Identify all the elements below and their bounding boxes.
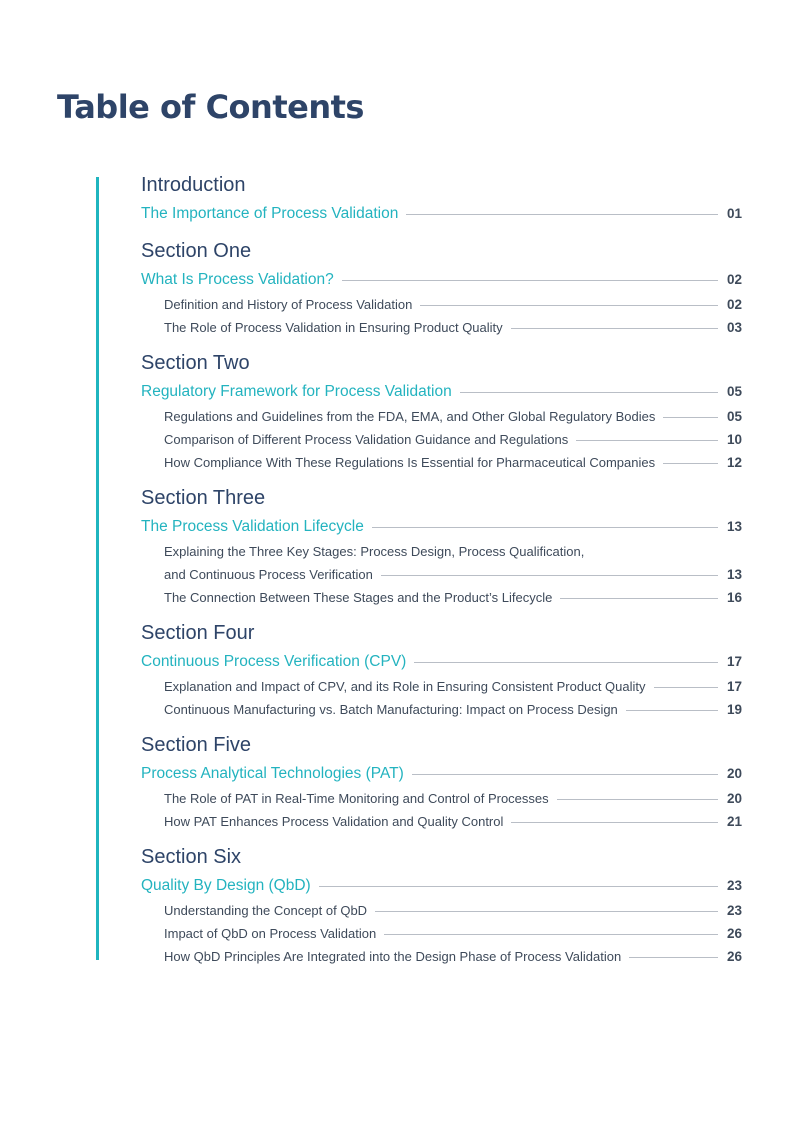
- toc-subentry-label: How PAT Enhances Process Validation and Quality Control: [164, 814, 504, 829]
- dot-leader: [629, 957, 718, 958]
- toc-subentry-label: Explaining the Three Key Stages: Process Design, Process Qualification,: [164, 544, 585, 559]
- toc-section-five: [141, 730, 742, 833]
- toc-section-six: [141, 842, 742, 968]
- page-number: 16: [726, 590, 742, 605]
- toc-entry-label: Process Analytical Technologies (PAT): [141, 765, 404, 782]
- toc-subentry-label: Understanding the Concept of QbD: [164, 903, 368, 918]
- toc-subentry-label: Comparison of Different Process Validation Guidance and Regulations: [164, 432, 569, 447]
- page-number: 05: [726, 384, 742, 399]
- toc-subentry[interactable]: [141, 451, 742, 474]
- page-number: 13: [726, 519, 742, 534]
- toc-subentry[interactable]: [141, 428, 742, 451]
- toc-subentry[interactable]: [141, 405, 742, 428]
- dot-leader: [375, 911, 718, 912]
- section-heading: Section Six: [141, 846, 242, 868]
- dot-leader: [342, 280, 718, 281]
- page-number: 03: [726, 320, 742, 335]
- page-number: 21: [726, 814, 742, 829]
- dot-leader: [372, 527, 718, 528]
- toc-subentry[interactable]: [141, 922, 742, 945]
- toc-subentry[interactable]: [141, 945, 742, 968]
- dot-leader: [381, 575, 718, 576]
- toc-entry[interactable]: [141, 379, 742, 405]
- toc-entry[interactable]: [141, 761, 742, 787]
- toc-subentry-line1[interactable]: [141, 540, 742, 563]
- toc-subentry[interactable]: [141, 316, 742, 339]
- toc-subentry[interactable]: [141, 675, 742, 698]
- toc-entry-label: The Process Validation Lifecycle: [141, 518, 364, 535]
- toc-subentry-label: Impact of QbD on Process Validation: [164, 926, 377, 941]
- toc-subentry-label: and Continuous Process Verification: [164, 567, 373, 582]
- toc-entry[interactable]: [141, 267, 742, 293]
- dot-leader: [663, 463, 718, 464]
- section-heading: Section Five: [141, 734, 252, 756]
- dot-leader: [654, 687, 718, 688]
- toc-subentry-label: Definition and History of Process Validation: [164, 297, 413, 312]
- toc-subentry-label: Continuous Manufacturing vs. Batch Manufacturing: Impact on Process Design: [164, 702, 618, 717]
- page-number: 19: [726, 702, 742, 717]
- toc-entry-label: Regulatory Framework for Process Validation: [141, 383, 452, 400]
- page-number: 23: [726, 903, 742, 918]
- dot-leader: [412, 774, 718, 775]
- toc-subentry-label: Regulations and Guidelines from the FDA, EMA, and Other Global Regulatory Bodies: [164, 409, 656, 424]
- toc-entry[interactable]: [141, 873, 742, 899]
- toc-section-three: [141, 483, 742, 609]
- toc-subentry[interactable]: [141, 810, 742, 833]
- toc-subentry-label: The Role of PAT in Real-Time Monitoring and Control of Processes: [164, 791, 549, 806]
- accent-bar: [96, 177, 99, 960]
- toc-section-four: [141, 618, 742, 721]
- dot-leader: [420, 305, 718, 306]
- dot-leader: [460, 392, 718, 393]
- toc-entry[interactable]: [141, 514, 742, 540]
- toc-subentry-label: How QbD Principles Are Integrated into the Design Phase of Process Validation: [164, 949, 622, 964]
- page-number: 17: [726, 654, 742, 669]
- section-heading: Section One: [141, 240, 252, 262]
- toc-section-two: [141, 348, 742, 474]
- dot-leader: [576, 440, 718, 441]
- dot-leader: [511, 822, 718, 823]
- page-number: 26: [726, 926, 742, 941]
- toc-subentry-label: Explanation and Impact of CPV, and its Role in Ensuring Consistent Product Quality: [164, 679, 646, 694]
- toc-entry-label: The Importance of Process Validation: [141, 205, 399, 222]
- toc-subentry-label: The Connection Between These Stages and the Product’s Lifecycle: [164, 590, 553, 605]
- toc-subentry[interactable]: [141, 899, 742, 922]
- toc-entry[interactable]: [141, 201, 742, 227]
- page-number: 01: [726, 206, 742, 221]
- page-number: 20: [726, 791, 742, 806]
- section-heading: Section Four: [141, 622, 255, 644]
- toc-entry-label: What Is Process Validation?: [141, 271, 334, 288]
- page-number: 05: [726, 409, 742, 424]
- dot-leader: [626, 710, 718, 711]
- toc-subentry[interactable]: [141, 586, 742, 609]
- dot-leader: [663, 417, 718, 418]
- dot-leader: [560, 598, 718, 599]
- page-number: 20: [726, 766, 742, 781]
- dot-leader: [384, 934, 718, 935]
- toc-subentry[interactable]: [141, 563, 742, 586]
- dot-leader: [414, 662, 718, 663]
- toc-section-introduction: [141, 170, 742, 227]
- dot-leader: [406, 214, 718, 215]
- dot-leader: [511, 328, 718, 329]
- toc-entry-label: Continuous Process Verification (CPV): [141, 653, 407, 670]
- page-number: 13: [726, 567, 742, 582]
- page-number: 23: [726, 878, 742, 893]
- toc-entry-label: Quality By Design (QbD): [141, 877, 311, 894]
- page-number: 02: [726, 272, 742, 287]
- dot-leader: [319, 886, 718, 887]
- page-number: 12: [726, 455, 742, 470]
- page-number: 02: [726, 297, 742, 312]
- page-number: 17: [726, 679, 742, 694]
- toc-subentry-label: The Role of Process Validation in Ensuring Product Quality: [164, 320, 503, 335]
- section-heading: Section Two: [141, 352, 250, 374]
- dot-leader: [557, 799, 718, 800]
- section-heading: Section Three: [141, 487, 266, 509]
- toc-section-one: [141, 236, 742, 339]
- page-title: Table of Contents: [57, 88, 364, 126]
- toc-subentry[interactable]: [141, 698, 742, 721]
- section-heading: Introduction: [141, 174, 246, 196]
- toc-entry[interactable]: [141, 649, 742, 675]
- page-number: 10: [726, 432, 742, 447]
- toc-subentry[interactable]: [141, 787, 742, 810]
- toc-subentry-label: How Compliance With These Regulations Is Essential for Pharmaceutical Companies: [164, 455, 656, 470]
- page-number: 26: [726, 949, 742, 964]
- toc-subentry[interactable]: [141, 293, 742, 316]
- table-of-contents: [141, 170, 742, 968]
